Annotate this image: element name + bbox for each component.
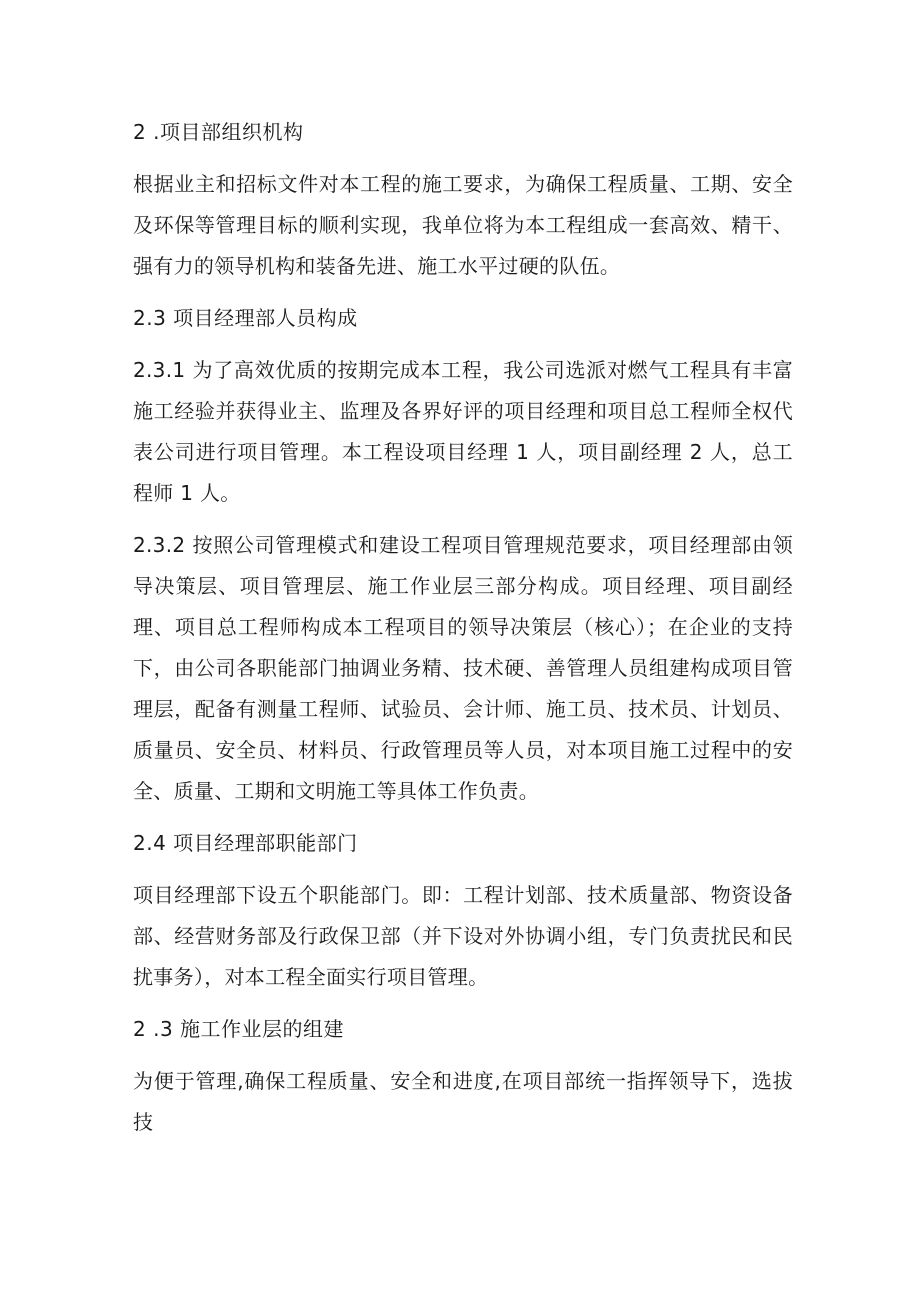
paragraph-work-layer: 为便于管理,确保工程质量、安全和进度,在项目部统一指挥领导下，选拔技 [133,1069,793,1134]
section-heading-organization: 2 .项目部组织机构 [133,120,304,144]
paragraph-departments: 项目经理部下设五个职能部门。即：工程计划部、技术质量部、物资设备部、经营财务部及行政保卫部（并下设对外协调小组，专门负责扰民和民扰事务），对本工程全面实行项目管理。 [133,883,793,989]
paragraph-organization-intro: 根据业主和招标文件对本工程的施工要求，为确保工程质量、工期、安全及环保等管理目标的顺利实现，我单位将为本工程组成一套高效、精干、强有力的领导机构和装备先进、施工水平过硬的队伍。 [133,172,793,278]
section-heading-departments: 2.4 项目经理部职能部门 [133,831,358,855]
section-heading-work-layer: 2 .3 施工作业层的组建 [133,1017,345,1041]
section-heading-personnel: 2.3 项目经理部人员构成 [133,306,358,330]
document-body [133,112,793,1154]
paragraph-2-3-1: 2.3.1 为了高效优质的按期完成本工程，我公司选派对燃气工程具有丰富施工经验并获得业主、监理及各界好评的项目经理和项目总工程师全权代表公司进行项目管理。本工程设项目经理 1 人，项目副经理 2 人，总工程师 1 人。 [133,358,793,505]
paragraph-2-3-2: 2.3.2 按照公司管理模式和建设工程项目管理规范要求，项目经理部由领导决策层、项目管理层、施工作业层三部分构成。项目经理、项目副经理、项目总工程师构成本工程项目的领导决策层（核心）；在企业的支持下，由公司各职能部门抽调业务精、技术硬、善管理人员组建构成项目管理层，配备有测量工程师、试验员、会计师、施工员、技术员、计划员、质量员、安全员、材料员、行政管理员等人员，对本项目施工过程中的安全、质量、工期和文明施工等具体工作负责。 [133,533,793,803]
